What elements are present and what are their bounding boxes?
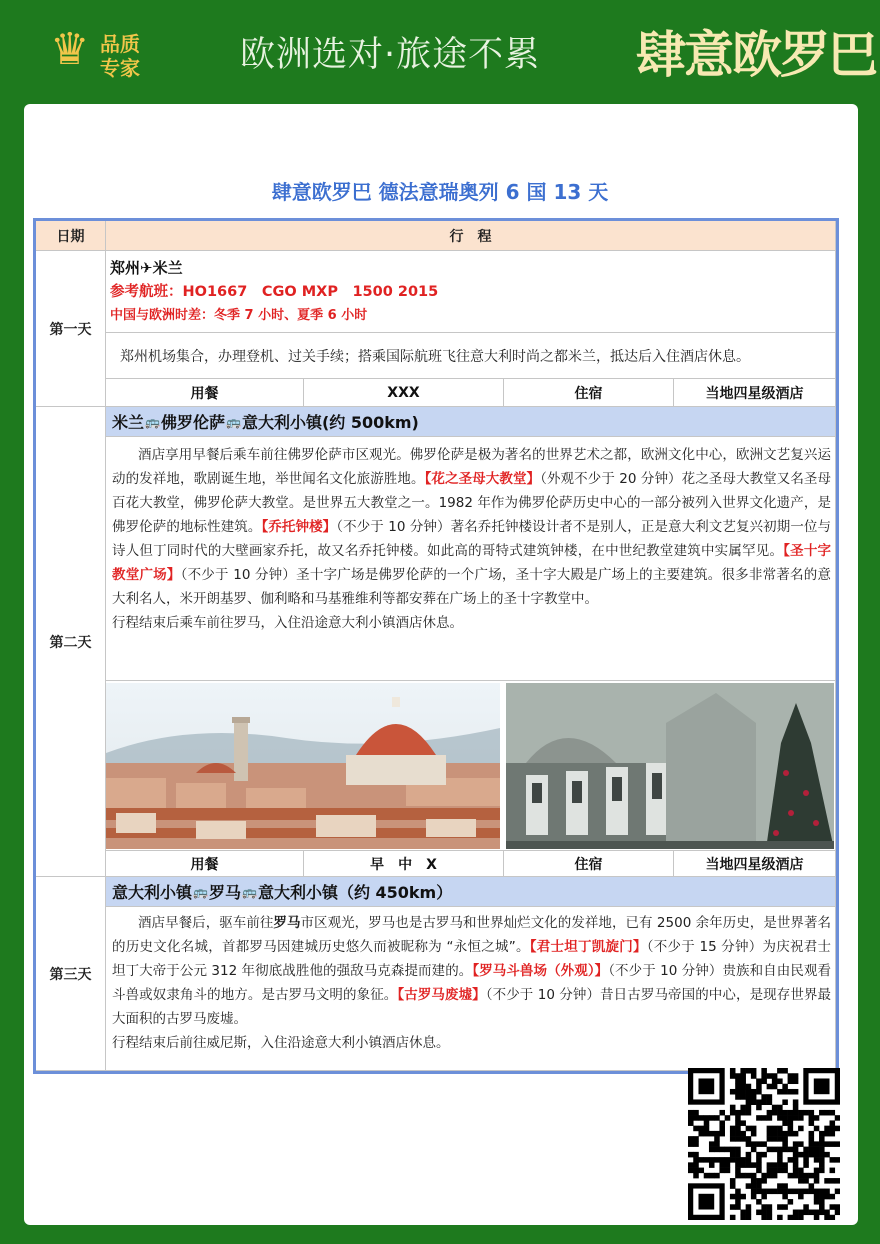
bus-icon: 🚌 — [225, 414, 241, 429]
route-city: 意大利小镇（约 450km） — [257, 883, 453, 902]
bus-icon: 🚌 — [193, 884, 208, 899]
flight-info: 参考航班：HO1667 CGO MXP 1500 2015 — [110, 284, 439, 300]
day2-body — [106, 437, 836, 681]
meal-value: XXX — [304, 379, 504, 407]
day3-route-bar — [106, 877, 836, 907]
cathedral-photo — [506, 683, 834, 849]
day2-ending: 行程结束后乘车前往罗马，入住沿途意大利小镇酒店休息。 — [112, 615, 463, 631]
text: （不少于 15 分钟）为庆祝君士坦丁大帝于公元 312 年彻底战胜他的强敌马克森提而建的。 — [112, 939, 832, 979]
meal-label: 用餐 — [106, 851, 304, 877]
slogan: 欧洲选对·旅途不累 — [240, 35, 541, 75]
day-label: 第三天 — [36, 877, 106, 1071]
day1-route: 郑州✈米兰 — [110, 259, 183, 277]
day3-ending: 行程结束后前往威尼斯，入住沿途意大利小镇酒店休息。 — [112, 1035, 450, 1051]
highlight-attraction: 【君士坦丁凯旋门】 — [529, 939, 647, 955]
text: （不少于 10 分钟）圣十字广场是佛罗伦萨的一个广场，圣十字大殿是广场上的主要建筑。很多非常著名的意大利名人，米开朗基罗、伽利略和马基雅维利等都安葬在广场上的圣十字教堂中。 — [112, 567, 831, 607]
day3-body — [106, 907, 836, 1071]
photo-row — [106, 681, 836, 851]
stay-value: 当地四星级酒店 — [674, 851, 836, 877]
day3-paragraph — [112, 911, 831, 1031]
text: （外观不少于 20 分钟）花之圣母大教堂又名圣母百花大教堂，佛罗伦萨大教堂。是世界五大教堂之一。1982 年作为佛罗伦萨历史中心的一部分被列入世界文化遗产，是佛罗伦萨的地标性建筑。 — [112, 471, 832, 535]
text: （不少于 10 分钟）贵族和自由民观看斗兽或奴隶角斗的地方。是古罗马文明的象征。 — [112, 963, 831, 1003]
highlight-attraction: 【圣十字教堂广场】 — [112, 543, 832, 583]
day1-desc: 郑州机场集合，办理登机、过关手续；搭乘国际航班飞往意大利时尚之都米兰，抵达后入住酒店休息。 — [106, 333, 836, 379]
route-city: 意大利小镇(约 500km) — [241, 413, 419, 432]
stay-label: 住宿 — [504, 379, 674, 407]
col-header-itinerary: 行 程 — [106, 221, 836, 251]
timezone-info: 中国与欧洲时差：冬季 7 小时、夏季 6 小时 — [110, 308, 368, 323]
meal-label: 用餐 — [106, 379, 304, 407]
stay-label: 住宿 — [504, 851, 674, 877]
text: （不少于 10 分钟）昔日古罗马帝国的中心，是现存世界最大面积的古罗马废墟。 — [112, 987, 832, 1027]
day2-route-bar — [106, 407, 836, 437]
text: 酒店早餐后，驱车前往 — [138, 915, 274, 931]
bus-icon: 🚌 — [145, 414, 160, 429]
day2-paragraph — [112, 443, 831, 611]
highlight-attraction: 【花之圣母大教堂】 — [424, 471, 541, 487]
brand-title: 肆意欧罗巴 — [636, 26, 876, 84]
highlight-attraction: 【罗马斗兽场（外观）】 — [472, 963, 609, 979]
route-city: 意大利小镇 — [112, 883, 193, 902]
text: （不少于 10 分钟）著名乔托钟楼设计者不是别人，正是意大利文艺复兴初期一位与诗人但丁同时代的大壁画家乔托，故又名乔托钟楼。如此高的哥特式建筑钟楼，在中世纪教堂建筑中实属罕见。 — [112, 519, 832, 559]
city-bold: 罗马 — [273, 915, 301, 931]
itinerary-table — [33, 218, 839, 1074]
highlight-attraction: 【古罗马废墟】 — [397, 987, 486, 1003]
brand-logo — [50, 22, 180, 88]
col-header-day: 日期 — [36, 221, 106, 251]
highlight-attraction: 【乔托钟楼】 — [261, 519, 337, 535]
route-city: 佛罗伦萨 — [160, 413, 225, 432]
route-city: 罗马 — [208, 883, 241, 902]
bus-icon: 🚌 — [241, 884, 257, 899]
text: 市区观光，罗马也是古罗马和世界灿烂文化的发祥地，已有 2500 余年历史，是世界著名的历史文化名城，首都罗马因建城历史悠久而被昵称为 “永恒之城”。 — [112, 915, 831, 955]
logo-text-2: 专家 — [100, 56, 140, 80]
route-city: 米兰 — [112, 413, 145, 432]
day1-info — [106, 251, 836, 333]
qr-code[interactable] — [688, 1068, 840, 1220]
crown-icon: ♛ — [50, 24, 90, 75]
stay-value: 当地四星级酒店 — [674, 379, 836, 407]
day-label: 第二天 — [36, 407, 106, 877]
text: 酒店享用早餐后乘车前往佛罗伦萨市区观光。佛罗伦萨是极为著名的世界艺术之都，欧洲文化中心，欧洲文艺复兴运动的发祥地，歌剧诞生地，举世闻名文化旅游胜地。 — [112, 447, 831, 487]
page-title: 肆意欧罗巴 德法意瑞奥列 6 国 13 天 — [271, 180, 609, 204]
logo-text-1: 品质 — [100, 32, 140, 56]
day-label: 第一天 — [36, 251, 106, 407]
meal-value: 早 中 X — [304, 851, 504, 877]
florence-panorama-photo — [106, 683, 500, 849]
header-banner — [0, 0, 880, 105]
